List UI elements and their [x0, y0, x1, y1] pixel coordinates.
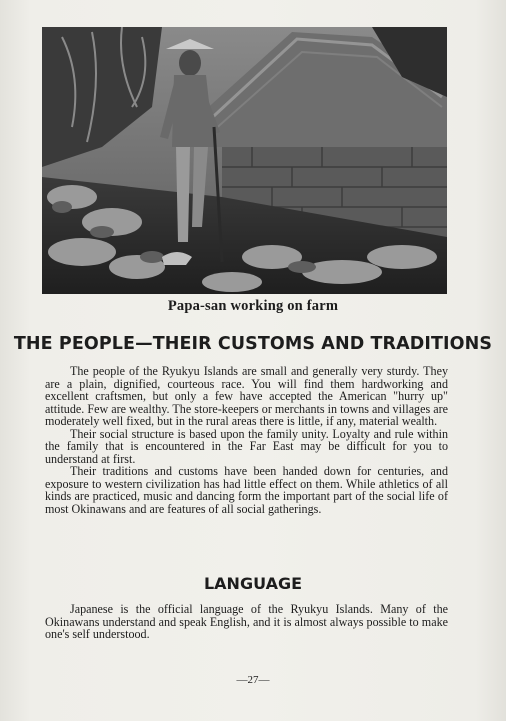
page-number: —27— [236, 674, 270, 686]
photo-caption: Papa-san working on farm [167, 298, 339, 314]
section-heading-language: LANGUAGE [203, 574, 303, 593]
section-body-people [45, 365, 448, 515]
farm-photo [42, 27, 447, 294]
section-body-language [45, 603, 448, 641]
paragraph: The people of the Ryukyu Islands are small and generally very sturdy. They are a plain, dignified, courteous race. You will find them hardworking and excellent craftsmen, but only a few have accepted the American "hurry up" attitude. Few are wealthy. The store-keepers or merchants in towns and villages are moderately well fixed, but in the rural areas there is little, if any, material wealth. [45, 364, 448, 428]
farmer-photograph [42, 27, 447, 294]
section-heading-people: THE PEOPLE—THEIR CUSTOMS AND TRADITIONS [13, 334, 493, 354]
paragraph: Japanese is the official language of the Ryukyu Islands. Many of the Okinawans understand and speak English, and it is almost always possible to make one's self understood. [45, 602, 448, 641]
paragraph: Their social structure is based upon the family unity. Loyalty and rule within the family that is encountered in the Far East may be difficult for you to understand at first. [45, 426, 448, 466]
paragraph: Their traditions and customs have been handed down for centuries, and exposure to western civilization has had little effect on them. While athletics of all kinds are practiced, music and dancing form the important part of the social life of most Okinawans and are features of all social gatherings. [45, 464, 448, 516]
